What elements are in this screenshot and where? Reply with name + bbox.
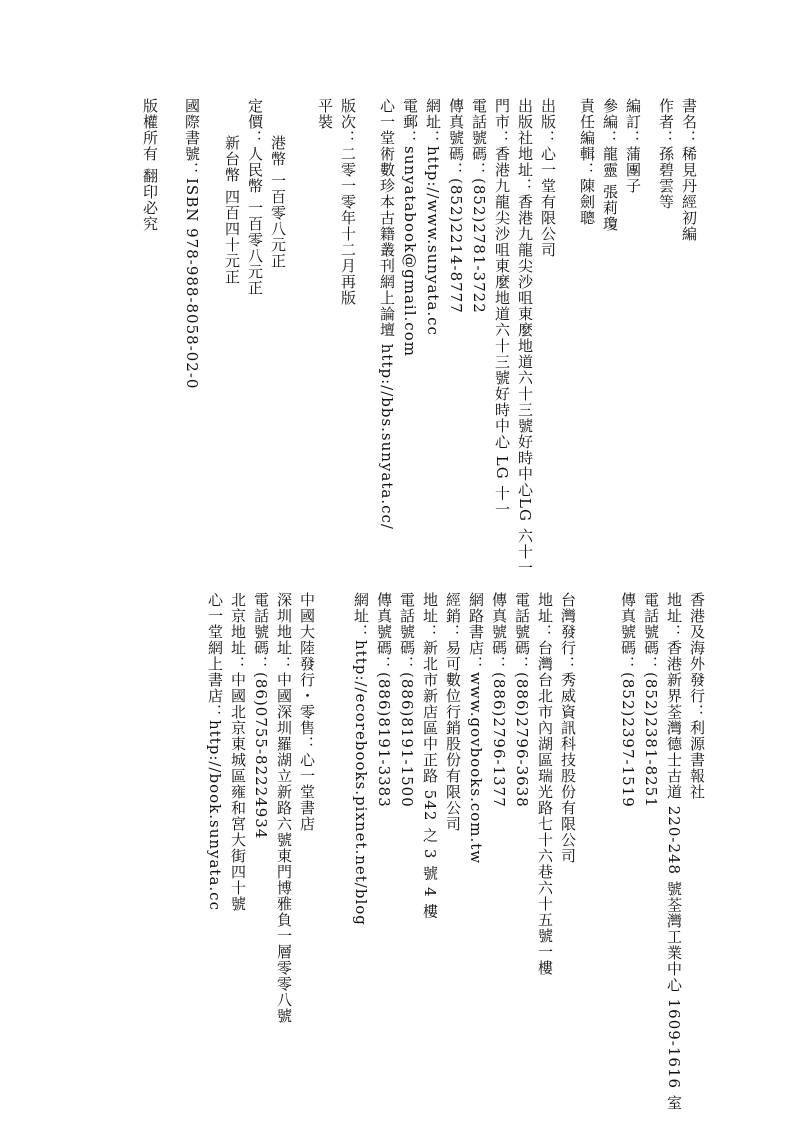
publisher-fax-line: 傳真號碼：(852)2214-8777	[447, 98, 465, 314]
taiwan-bookstore-line: 網路書店：www.govbooks.com.tw	[467, 592, 485, 865]
beijing-address-line: 北京地址：中國北京東城區雍和宮大街四十號	[229, 592, 247, 912]
edition-line: 版次：二零一零年十二月再版	[339, 98, 357, 306]
distributor-fax-line: 傳真號碼：(886)8191-3383	[375, 592, 393, 808]
online-shop-line: 心一堂網上書店：http://book.sunyata.cc	[206, 592, 224, 911]
price-ntd-line: 新台幣 四百四十元正	[223, 135, 241, 285]
publisher-line: 出版：心一堂有限公司	[539, 98, 557, 258]
coeditors-line: 參編：龍靈 張莉瓊	[601, 98, 619, 232]
mainland-title-line: 中國大陸發行・零售：心一堂書店	[298, 592, 316, 832]
distributor-web-line: 網址：http://ecorebooks.pixnet.net/blog	[352, 592, 370, 926]
taiwan-phone-line: 電話號碼：(886)2796-3638	[513, 592, 531, 808]
distributor-address-line: 地址：新北市新店區中正路 542 之 3 號 4 樓	[421, 592, 439, 920]
store-address-line: 門市：香港九龍尖沙咀東麼地道六十三號好時中心 LG 十一	[493, 98, 511, 518]
taiwan-fax-line: 傳真號碼：(886)2796-1377	[490, 592, 508, 808]
overseas-address-line: 地址：香港新界荃灣德士古道 220-248 號荃灣工業中心 1609-1616 室	[665, 592, 683, 1111]
editor-line: 編訂：蒲團子	[624, 98, 642, 194]
binding-line: 平裝	[316, 98, 334, 130]
book-title-line: 書名：稀見丹經初編	[680, 98, 698, 242]
publisher-phone-line: 電話號碼：(852)2781-3722	[470, 98, 488, 314]
taiwan-title-line: 台灣發行：秀威資訊科技股份有限公司	[559, 592, 577, 864]
distributor-line: 經銷：易可數位行銷股份有限公司	[444, 592, 462, 832]
forum-line: 心一堂術數珍本古籍叢刊網上論壇 http://bbs.sunyata.cc/	[378, 98, 396, 530]
publisher-email-line: 電郵：sunyatabook@gmail.com	[401, 98, 419, 357]
copyright-line: 版權所有 翻印必究	[141, 98, 159, 232]
publisher-address-line: 出版社地址：香港九龍尖沙咀東麼地道六十三號好時中心LG 六十一	[516, 98, 534, 576]
distributor-phone-line: 電話號碼：(886)8191-1500	[398, 592, 416, 808]
overseas-phone-line: 電話號碼：(852)2381-8251	[642, 592, 660, 808]
responsible-editor-line: 責任編輯：陳劍聰	[578, 98, 596, 226]
publisher-web-line: 網址：http://www.sunyata.cc	[424, 98, 442, 336]
author-line: 作者：孫碧雲等	[657, 98, 675, 210]
price-hkd-line: 港幣 一百零八元正	[269, 135, 287, 269]
taiwan-address-line: 地址：台灣台北市內湖區瑞光路七十六巷六十五號一樓	[536, 592, 554, 976]
overseas-title-line: 香港及海外發行：利源書報社	[688, 592, 706, 800]
mainland-phone-line: 電話號碼：(86)0755-82224934	[252, 592, 270, 840]
isbn-line: 國際書號：ISBN 978-988-8058-02-0	[183, 98, 201, 390]
price-rmb-line: 定價：人民幣 一百零八元正	[246, 98, 264, 296]
overseas-fax-line: 傳真號碼：(852)2397-1519	[619, 592, 637, 808]
shenzhen-address-line: 深圳地址：中國深圳羅湖立新路六號東門博雅負一層零零八號	[275, 592, 293, 1024]
